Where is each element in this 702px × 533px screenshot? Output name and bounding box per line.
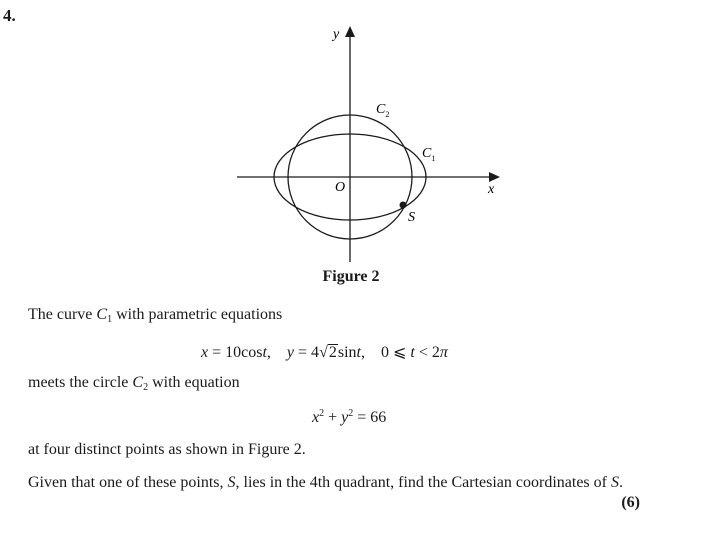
c1-label-letter: C — [422, 146, 432, 161]
sqrt-sign: √ — [319, 344, 328, 361]
eq1-xrhs: = 10cos — [208, 344, 263, 361]
figure-diagram — [232, 22, 502, 267]
p4-s: S — [227, 474, 236, 491]
c1-label-sub: 1 — [431, 154, 436, 163]
circle-equation — [312, 408, 386, 427]
c1-label — [422, 146, 435, 163]
p4-end: . — [618, 474, 623, 491]
eq1-range: 0 ⩽ — [380, 344, 411, 361]
eq2-xsup: 2 — [319, 408, 325, 419]
eq1-sep: , — [266, 344, 287, 361]
eq1-t1: t — [262, 344, 267, 361]
p2-post: with equation — [148, 374, 240, 391]
p4-mid: , lies in the 4th quadrant, find the Cartesian coordinates of — [235, 474, 611, 491]
eq1-sqrt: 2 — [328, 344, 337, 361]
eq1-pi: π — [439, 344, 448, 361]
p1-pre: The curve — [28, 306, 97, 323]
x-axis-arrow — [489, 172, 500, 182]
eq1-sep2: , — [360, 344, 381, 361]
eq1-t2: t — [356, 344, 361, 361]
c2-label-letter: C — [376, 102, 386, 117]
question-number: 4. — [3, 6, 16, 25]
figure-caption: Figure 2 — [322, 268, 380, 285]
p1-curve: C — [96, 306, 108, 323]
eq2-y: y — [341, 409, 349, 426]
paragraph-four-points: at four distinct points as shown in Figure 2. — [28, 441, 306, 458]
eq2-x: x — [312, 409, 320, 426]
p2-circle-sub: 2 — [143, 382, 149, 393]
paragraph-circle-intro — [28, 374, 240, 393]
y-axis-arrow — [345, 26, 355, 37]
eq2-plus: + — [324, 409, 342, 426]
x-axis-label: x — [488, 182, 495, 197]
eq1-t3: t — [410, 344, 415, 361]
p4-s2: S — [610, 474, 619, 491]
origin-label: O — [335, 180, 346, 195]
marks-value: (6) — [621, 494, 640, 511]
p1-post: with parametric equations — [112, 306, 283, 323]
p1-curve-sub: 1 — [107, 314, 113, 325]
p2-circle: C — [132, 374, 144, 391]
p2-pre: meets the circle — [28, 374, 133, 391]
s-label: S — [408, 210, 415, 225]
p4-pre: Given that one of these points, — [28, 474, 228, 491]
eq1-yrhs: = 4 — [294, 344, 320, 361]
eq1-x: x — [201, 344, 209, 361]
c2-label-sub: 2 — [385, 110, 390, 119]
parametric-equations — [201, 342, 448, 362]
y-axis-label: y — [333, 27, 340, 42]
point-s — [400, 202, 407, 209]
c2-label — [376, 102, 389, 119]
paragraph-question — [28, 474, 623, 492]
eq1-sin: sin — [337, 344, 357, 361]
eq1-y: y — [286, 344, 295, 361]
eq2-ysup: 2 — [348, 408, 354, 419]
eq2-rhs: = 66 — [353, 409, 387, 426]
eq1-lt: < 2 — [414, 344, 440, 361]
paragraph-curve-intro — [28, 306, 282, 325]
